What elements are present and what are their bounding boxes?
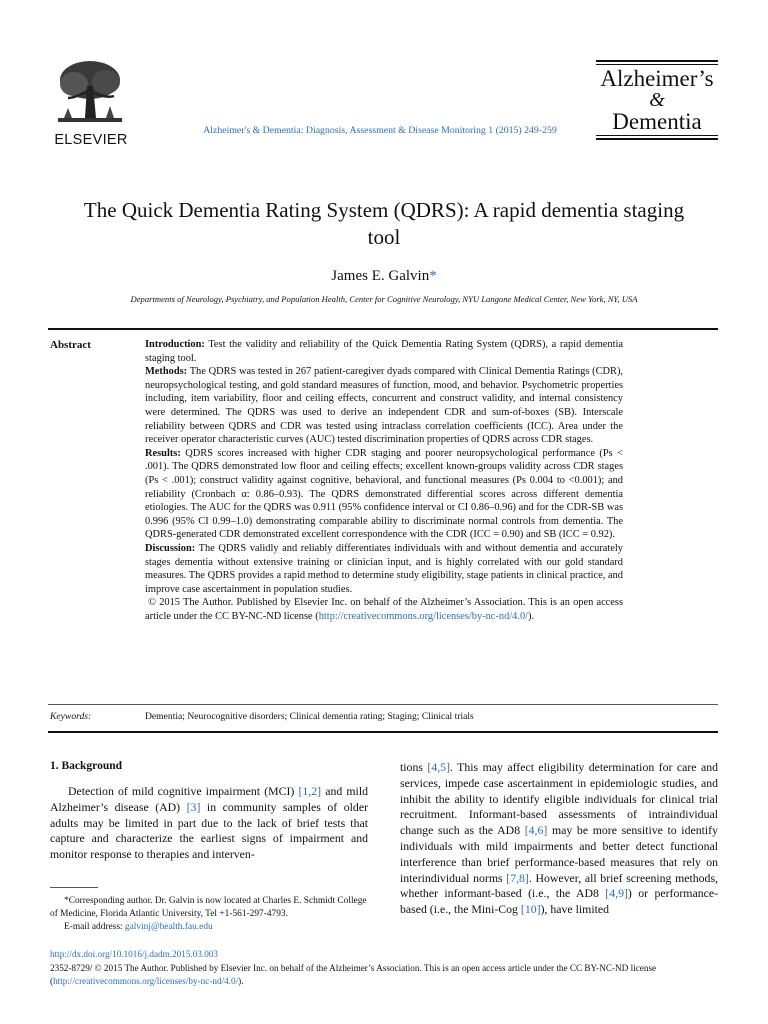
abstract-section-label: Discussion: bbox=[145, 542, 196, 554]
abstract-introduction: Introduction: Test the validity and reliability of the Quick Dementia Rating System (QDRS), a rapid dementia staging tool. bbox=[145, 339, 623, 364]
citation-link[interactable]: [4,6] bbox=[524, 823, 548, 838]
journal-logo-line: Dementia bbox=[612, 109, 702, 134]
journal-logo-rule bbox=[596, 138, 718, 140]
abstract-copyright: © 2015 The Author. Published by Elsevier Inc. on behalf of the Alzheimer’s Association. This is an open access article under the CC BY-NC-ND license (http://creativecommons.org/licenses/by-nc-nd/4.0/). bbox=[145, 597, 623, 622]
abstract-section-label: Methods: bbox=[145, 366, 188, 378]
license-link[interactable]: http://creativecommons.org/licenses/by-nc-nd/4.0/ bbox=[318, 610, 529, 622]
journal-logo-rule bbox=[596, 60, 718, 62]
citation-link[interactable]: [4,9] bbox=[605, 886, 628, 901]
abstract-section-label: Results: bbox=[145, 447, 181, 459]
author-affiliation: Departments of Neurology, Psychiatry, and Population Health, Center for Cognitive Neurology, NYU Langone Medical Center, New York, NY, USA bbox=[130, 294, 638, 304]
body-paragraph: tions [4,5]. This may affect eligibility determination for care and services, impede case ascertainment in epidemiologic studies, and inhibit the ability to identify eligible individuals for clinical trial recruitment. Informant-based assessments of intraindividual change such as the AD8 [4,6] may be more sensitive to identify individuals with mild impairments and better detect functional interference than brief performance-based measures that rely on interindividual norms [7,8]. However, all brief screening methods, whether informant-based (i.e., the AD8 [4,9]) or performance-based (i.e., the Mini-Cog [10]), have limited bbox=[400, 760, 718, 917]
citation-link[interactable]: [1,2] bbox=[298, 784, 322, 798]
citation-link[interactable]: [10] bbox=[520, 902, 541, 917]
journal-logo-rule bbox=[596, 135, 718, 136]
corresponding-author-note: *Corresponding author. Dr. Galvin is now located at Charles E. Schmidt College of Medicine, Florida Atlantic University, Tel +1-561-297-4793. bbox=[50, 896, 367, 919]
keywords-rule bbox=[48, 704, 718, 705]
elsevier-logo bbox=[50, 58, 132, 150]
keywords-list: Dementia; Neurocognitive disorders; Clinical dementia rating; Staging; Clinical trials bbox=[145, 711, 474, 722]
citation-link[interactable]: [4,5] bbox=[427, 760, 450, 774]
journal-citation-link[interactable]: Alzheimer's & Dementia: Diagnosis, Assessment & Disease Monitoring 1 (2015) 249-259 bbox=[203, 125, 557, 136]
journal-logo-line: Alzheimer’s bbox=[600, 66, 714, 91]
footnote bbox=[50, 895, 368, 934]
abstract-discussion: Discussion: The QDRS validly and reliably differentiates individuals with and without dementia and accurately stages dementia without extensive training or clinician input, and is highly correlated with our gold standard measures. The QDRS provides a rapid method to determine study eligibility, stage patients in clinical practice, and improve case ascertainment in population studies. bbox=[145, 542, 623, 595]
author-line bbox=[0, 268, 768, 285]
journal-logo-ampersand: & bbox=[649, 89, 665, 111]
corresponding-author-marker[interactable]: * bbox=[429, 268, 437, 284]
author-name: James E. Galvin bbox=[331, 268, 430, 284]
body-column-right bbox=[400, 760, 718, 918]
keywords-label: Keywords: bbox=[50, 711, 92, 722]
journal-logo bbox=[596, 60, 718, 134]
body-top-rule bbox=[48, 731, 718, 733]
doi-link[interactable]: http://dx.doi.org/10.1016/j.dadm.2015.03.003 bbox=[50, 949, 219, 959]
email-line: E-mail address: galvinj@health.fau.edu bbox=[64, 922, 213, 932]
journal-logo-rule bbox=[596, 64, 718, 65]
abstract-section-label: Introduction: bbox=[145, 339, 205, 350]
elsevier-tree-icon bbox=[54, 58, 126, 128]
citation-link[interactable]: [7,8] bbox=[506, 870, 529, 885]
abstract-top-rule bbox=[48, 328, 718, 330]
abstract-body bbox=[145, 338, 623, 623]
email-link[interactable]: galvinj@health.fau.edu bbox=[124, 922, 213, 932]
body-paragraph: Detection of mild cognitive impairment (MCI) [1,2] and mild Alzheimer’s disease (AD) [3] in community samples of older adults may be limited in part due to the lack of brief tests that capture and characterize the earliest signs of impairment and monitor response to therapies and interven- bbox=[50, 784, 369, 862]
abstract-results: Results: QDRS scores increased with higher CDR staging and poorer neuropsychological performance (Ps < .001). The QDRS demonstrated low floor and ceiling effects; excellent known-groups validity across CDR stages (Ps < .001); construct validity against cognitive, behavioral, and functional measures (Ps 0.004 to <0.001); and reliability (Cronbach α: 0.86–0.93). The QDRS demonstrated differential scores across different dementia etiologies. The AUC for the QDRS was 0.911 (95% confidence interval or CI 0.86–0.96) and for the CDR-SB was 0.996 (95% CI 0.99–1.0) demonstrating comparable ability to discriminate normal controls from dementia. The QDRS-generated CDR demonstrated excellent correspondence with the CDR (ICC = 0.90) and SB (ICC = 0.92). bbox=[145, 447, 623, 541]
body-column-left bbox=[50, 784, 368, 863]
license-link[interactable]: http://creativecommons.org/licenses/by-nc-nd/4.0/ bbox=[53, 976, 239, 986]
section-heading: 1. Background bbox=[50, 760, 123, 772]
paper-title: The Quick Dementia Rating System (QDRS): A rapid dementia staging tool bbox=[83, 198, 685, 249]
abstract-label: Abstract bbox=[50, 339, 91, 351]
abstract-methods: Methods: The QDRS was tested in 267 patient-caregiver dyads compared with Clinical Dementia Ratings (CDR), neuropsychological testing, and gold standard measures of function, mood, and behavior. Psychometric properties including, item variability, floor and ceiling effects, concurrent and construct validity, and internal consistency were determined. The QDRS was used to derive an independent CDR and sum-of-boxes (SB). Interscale reliability between QDRS and CDR was tested using intraclass correlation coefficients (ICC). Area under the receiver operator characteristic curves (AUC) tested discrimination properties of QDRS across CDR stages. bbox=[145, 366, 623, 446]
license-footer: 2352-8729/ © 2015 The Author. Published by Elsevier Inc. on behalf of the Alzheimer’s Association. This is an open access article under the CC BY-NC-ND license (http://creativecommons.org/licenses/by-nc-nd/4.0/). bbox=[50, 963, 657, 986]
footnote-rule bbox=[50, 887, 98, 888]
citation-link[interactable]: [3] bbox=[186, 799, 201, 814]
publisher-name: ELSEVIER bbox=[54, 132, 128, 148]
